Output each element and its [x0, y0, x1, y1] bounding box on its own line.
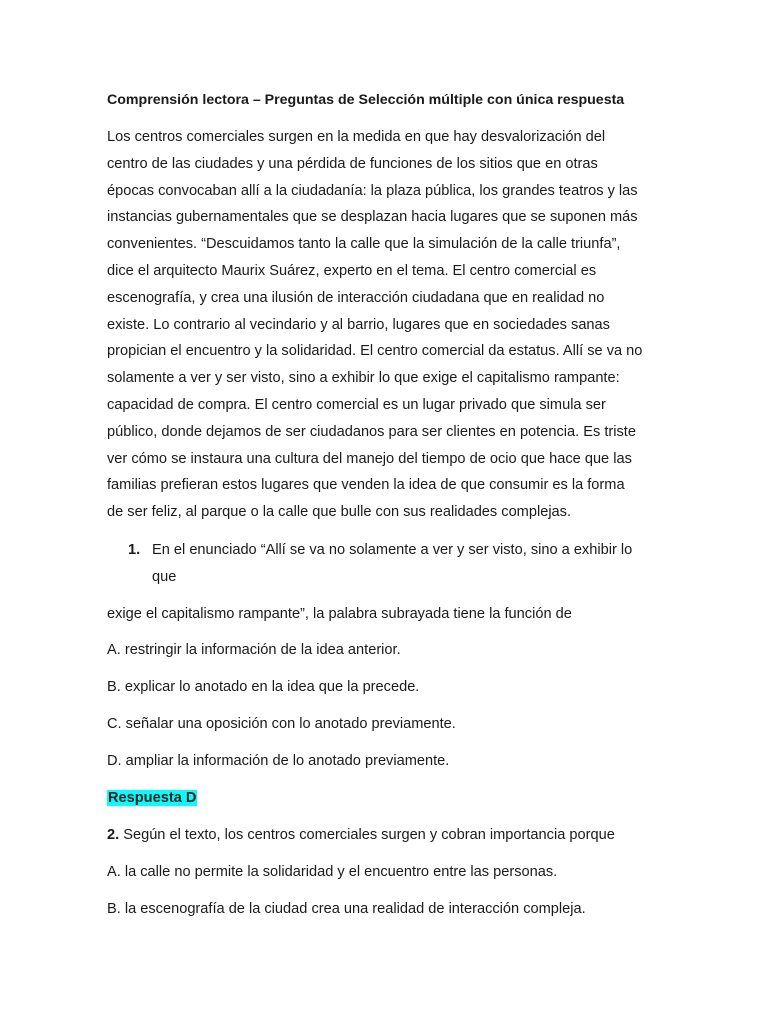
- passage-line: Los centros comerciales surgen en la medida en que hay desvalorización del: [107, 129, 606, 145]
- passage-line: capacidad de compra. El centro comercial es un lugar privado que simula ser: [107, 396, 606, 413]
- passage-line: convenientes. “Descuidamos tanto la calle que la simulación de la calle triunfa”,: [107, 236, 621, 253]
- answer-highlight: Respuesta D: [108, 790, 197, 806]
- question-1-number: 1.: [128, 542, 141, 558]
- passage-line: familias prefieran estos lugares que venden la idea de que consumir es la forma: [107, 477, 625, 494]
- question-1-option-b: B. explicar lo anotado en la idea que la precede.: [107, 679, 420, 695]
- question-1-answer-line: [107, 790, 197, 806]
- passage-line: escenografía, y crea una ilusión de interacción ciudadana que en realidad no: [107, 289, 605, 306]
- question-2-stem: [107, 827, 615, 843]
- question-2-stem-text: Según el texto, los centros comerciales surgen y cobran importancia porque: [119, 827, 615, 843]
- passage-line: público, donde dejamos de ser ciudadanos para ser clientes en potencia. Es triste: [107, 423, 636, 440]
- passage-line: propician el encuentro y la solidaridad. El centro comercial da estatus. Allí se va no: [107, 343, 643, 360]
- question-2-option-b: B. la escenografía de la ciudad crea una realidad de interacción compleja.: [107, 901, 586, 917]
- reading-passage: [107, 124, 667, 526]
- question-1-stem-line: En el enunciado “Allí se va no solamente a ver y ser visto, sino a exhibir lo: [152, 542, 633, 558]
- document-title: Comprensión lectora – Preguntas de Selección múltiple con única respuesta: [107, 92, 625, 108]
- question-1-stem: [128, 537, 668, 591]
- passage-line: centro de las ciudades y una pérdida de funciones de los sitios que en otras: [107, 155, 598, 172]
- passage-line: épocas convocaban allí a la ciudadanía: la plaza pública, los grandes teatros y las: [107, 182, 638, 199]
- passage-line: ver cómo se instaura una cultura del manejo del tiempo de ocio que hace que las: [107, 450, 632, 467]
- passage-line: existe. Lo contrario al vecindario y al barrio, lugares que en sociedades sanas: [107, 316, 610, 333]
- passage-line: de ser feliz, al parque o la calle que bulle con sus realidades complejas.: [107, 504, 572, 521]
- question-1-stem-line: que: [152, 568, 177, 585]
- question-1-option-c: C. señalar una oposición con lo anotado previamente.: [107, 716, 456, 732]
- question-2-number: 2.: [107, 827, 120, 843]
- question-2-option-a: A. la calle no permite la solidaridad y el encuentro entre las personas.: [107, 864, 558, 880]
- question-1-stem-continuation: exige el capitalismo rampante”, la palabra subrayada tiene la función de: [107, 606, 572, 622]
- passage-line: instancias gubernamentales que se desplazan hacia lugares que se suponen más: [107, 209, 638, 226]
- question-1-option-a: A. restringir la información de la idea anterior.: [107, 642, 401, 658]
- question-1-option-d: D. ampliar la información de lo anotado previamente.: [107, 753, 450, 769]
- passage-line: dice el arquitecto Maurix Suárez, experto en el tema. El centro comercial es: [107, 262, 597, 279]
- passage-line: solamente a ver y ser visto, sino a exhibir lo que exige el capitalismo rampante:: [107, 370, 620, 387]
